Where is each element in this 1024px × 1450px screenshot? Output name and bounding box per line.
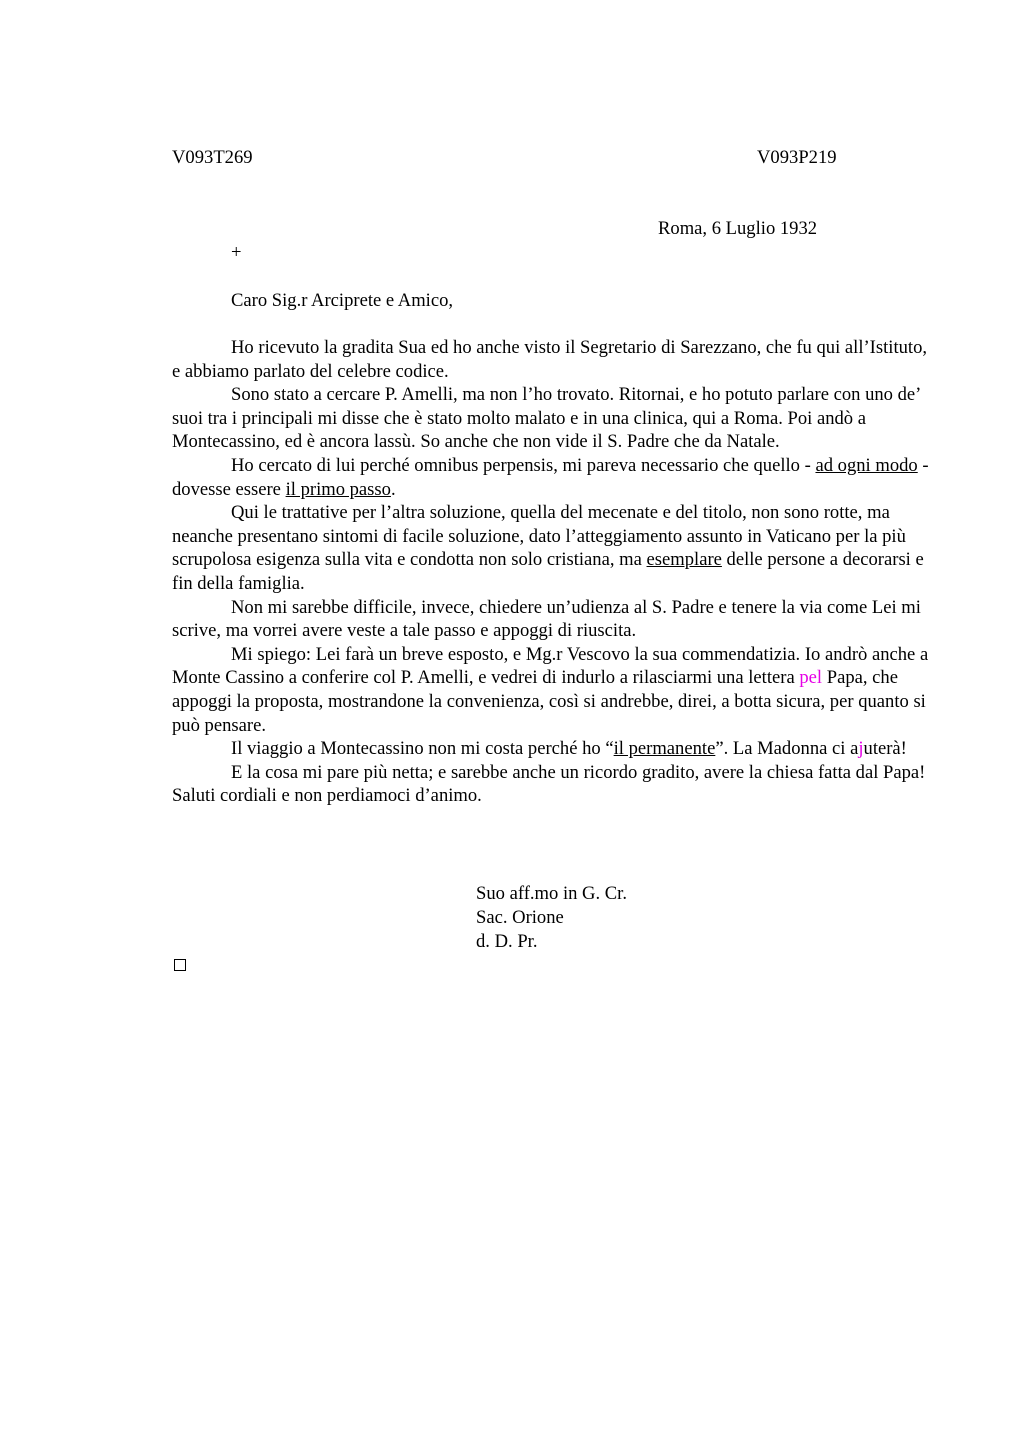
cross-symbol: +	[231, 242, 242, 263]
paragraph-7-text-b: ”. La Madonna ci a	[715, 738, 859, 760]
paragraph-4	[172, 501, 932, 595]
signature-line-1: Suo aff.mo in G. Cr.	[476, 883, 627, 904]
signature-line-2: Sac. Orione	[476, 907, 564, 928]
paragraph-3-text-b: - dovesse essere	[172, 454, 929, 500]
paragraph-1: Ho ricevuto la gradita Sua ed ho anche visto il Segretario di Sarezzano, che fu qui all’Istituto, e abbiamo parlato del celebre codice.	[172, 337, 928, 382]
document-code-right: V093P219	[757, 147, 837, 168]
letter-greeting: Caro Sig.r Arciprete e Amico,	[231, 290, 454, 311]
paragraph-4-text-a: Qui le trattative per l’altra soluzione, quella del mecenate e del titolo, non sono rotte, ma neanche presentano sintomi di facile soluzione, dato l’atteggiamento assunto in Vaticano per la più scrupolosa esigenza sulla vita e condotta non solo cristiana, ma	[172, 502, 906, 571]
paragraph-7-text-a: Il viaggio a Montecassino non mi costa perché ho “	[231, 738, 614, 760]
signature-line-3: d. D. Pr.	[476, 931, 538, 952]
paragraph-3-text-c: .	[390, 478, 396, 500]
paragraph-3	[172, 454, 932, 501]
paragraph-5: Non mi sarebbe difficile, invece, chiedere un’udienza al S. Padre e tenere la via come Lei mi scrive, ma vorrei avere veste a tale passo e appoggi di riuscita.	[172, 596, 921, 642]
paragraph-6-text-b: Papa, che appoggi la proposta, mostrandone la convenienza, così si andrebbe, direi, a botta sicura, per quanto si può pensare.	[172, 667, 926, 736]
underlined-phrase-il-permanente: il permanente	[613, 738, 716, 760]
paragraph-6	[172, 643, 932, 737]
paragraph-6-text-a: Mi spiego: Lei farà un breve esposto, e Mg.r Vescovo la sua commendatizia. Io andrò anche a Monte Cassino a conferire col P. Amelli, e vedrei di indurlo a rilasciarmi una lettera	[172, 643, 929, 689]
highlighted-letter-j: j	[858, 738, 864, 760]
underlined-word-esemplare: esemplare	[646, 549, 722, 571]
paragraph-7	[172, 737, 932, 761]
underlined-phrase-il-primo-passo: il primo passo	[285, 478, 391, 500]
paragraph-3-text-a: Ho cercato di lui perché omnibus perpensis, mi pareva necessario che quello -	[231, 454, 816, 476]
signature-block	[476, 882, 627, 954]
letter-body	[172, 336, 932, 808]
paragraph-4-text-b: delle persone a decorarsi e fin della famiglia.	[172, 549, 924, 594]
paragraph-8: E la cosa mi pare più netta; e sarebbe anche un ricordo gradito, avere la chiesa fatta dal Papa! Saluti cordiali e non perdiamoci d’animo.	[172, 761, 926, 807]
letter-date: Roma, 6 Luglio 1932	[658, 218, 818, 239]
document-code-left: V093T269	[172, 147, 253, 168]
highlighted-word-pel: pel	[799, 667, 823, 689]
underlined-phrase-ad-ogni-modo: ad ogni modo	[815, 454, 918, 476]
paragraph-7-text-c: uterà!	[863, 738, 907, 760]
checkbox-square-icon	[174, 959, 186, 971]
paragraph-2: Sono stato a cercare P. Amelli, ma non l’ho trovato. Ritornai, e ho potuto parlare con uno de’ suoi tra i principali mi disse che è stato molto malato e in una clinica, qui a Roma. Poi andò a Montecassino, ed è ancora lassù. So anche che non vide il S. Padre che da Natale.	[172, 384, 920, 453]
